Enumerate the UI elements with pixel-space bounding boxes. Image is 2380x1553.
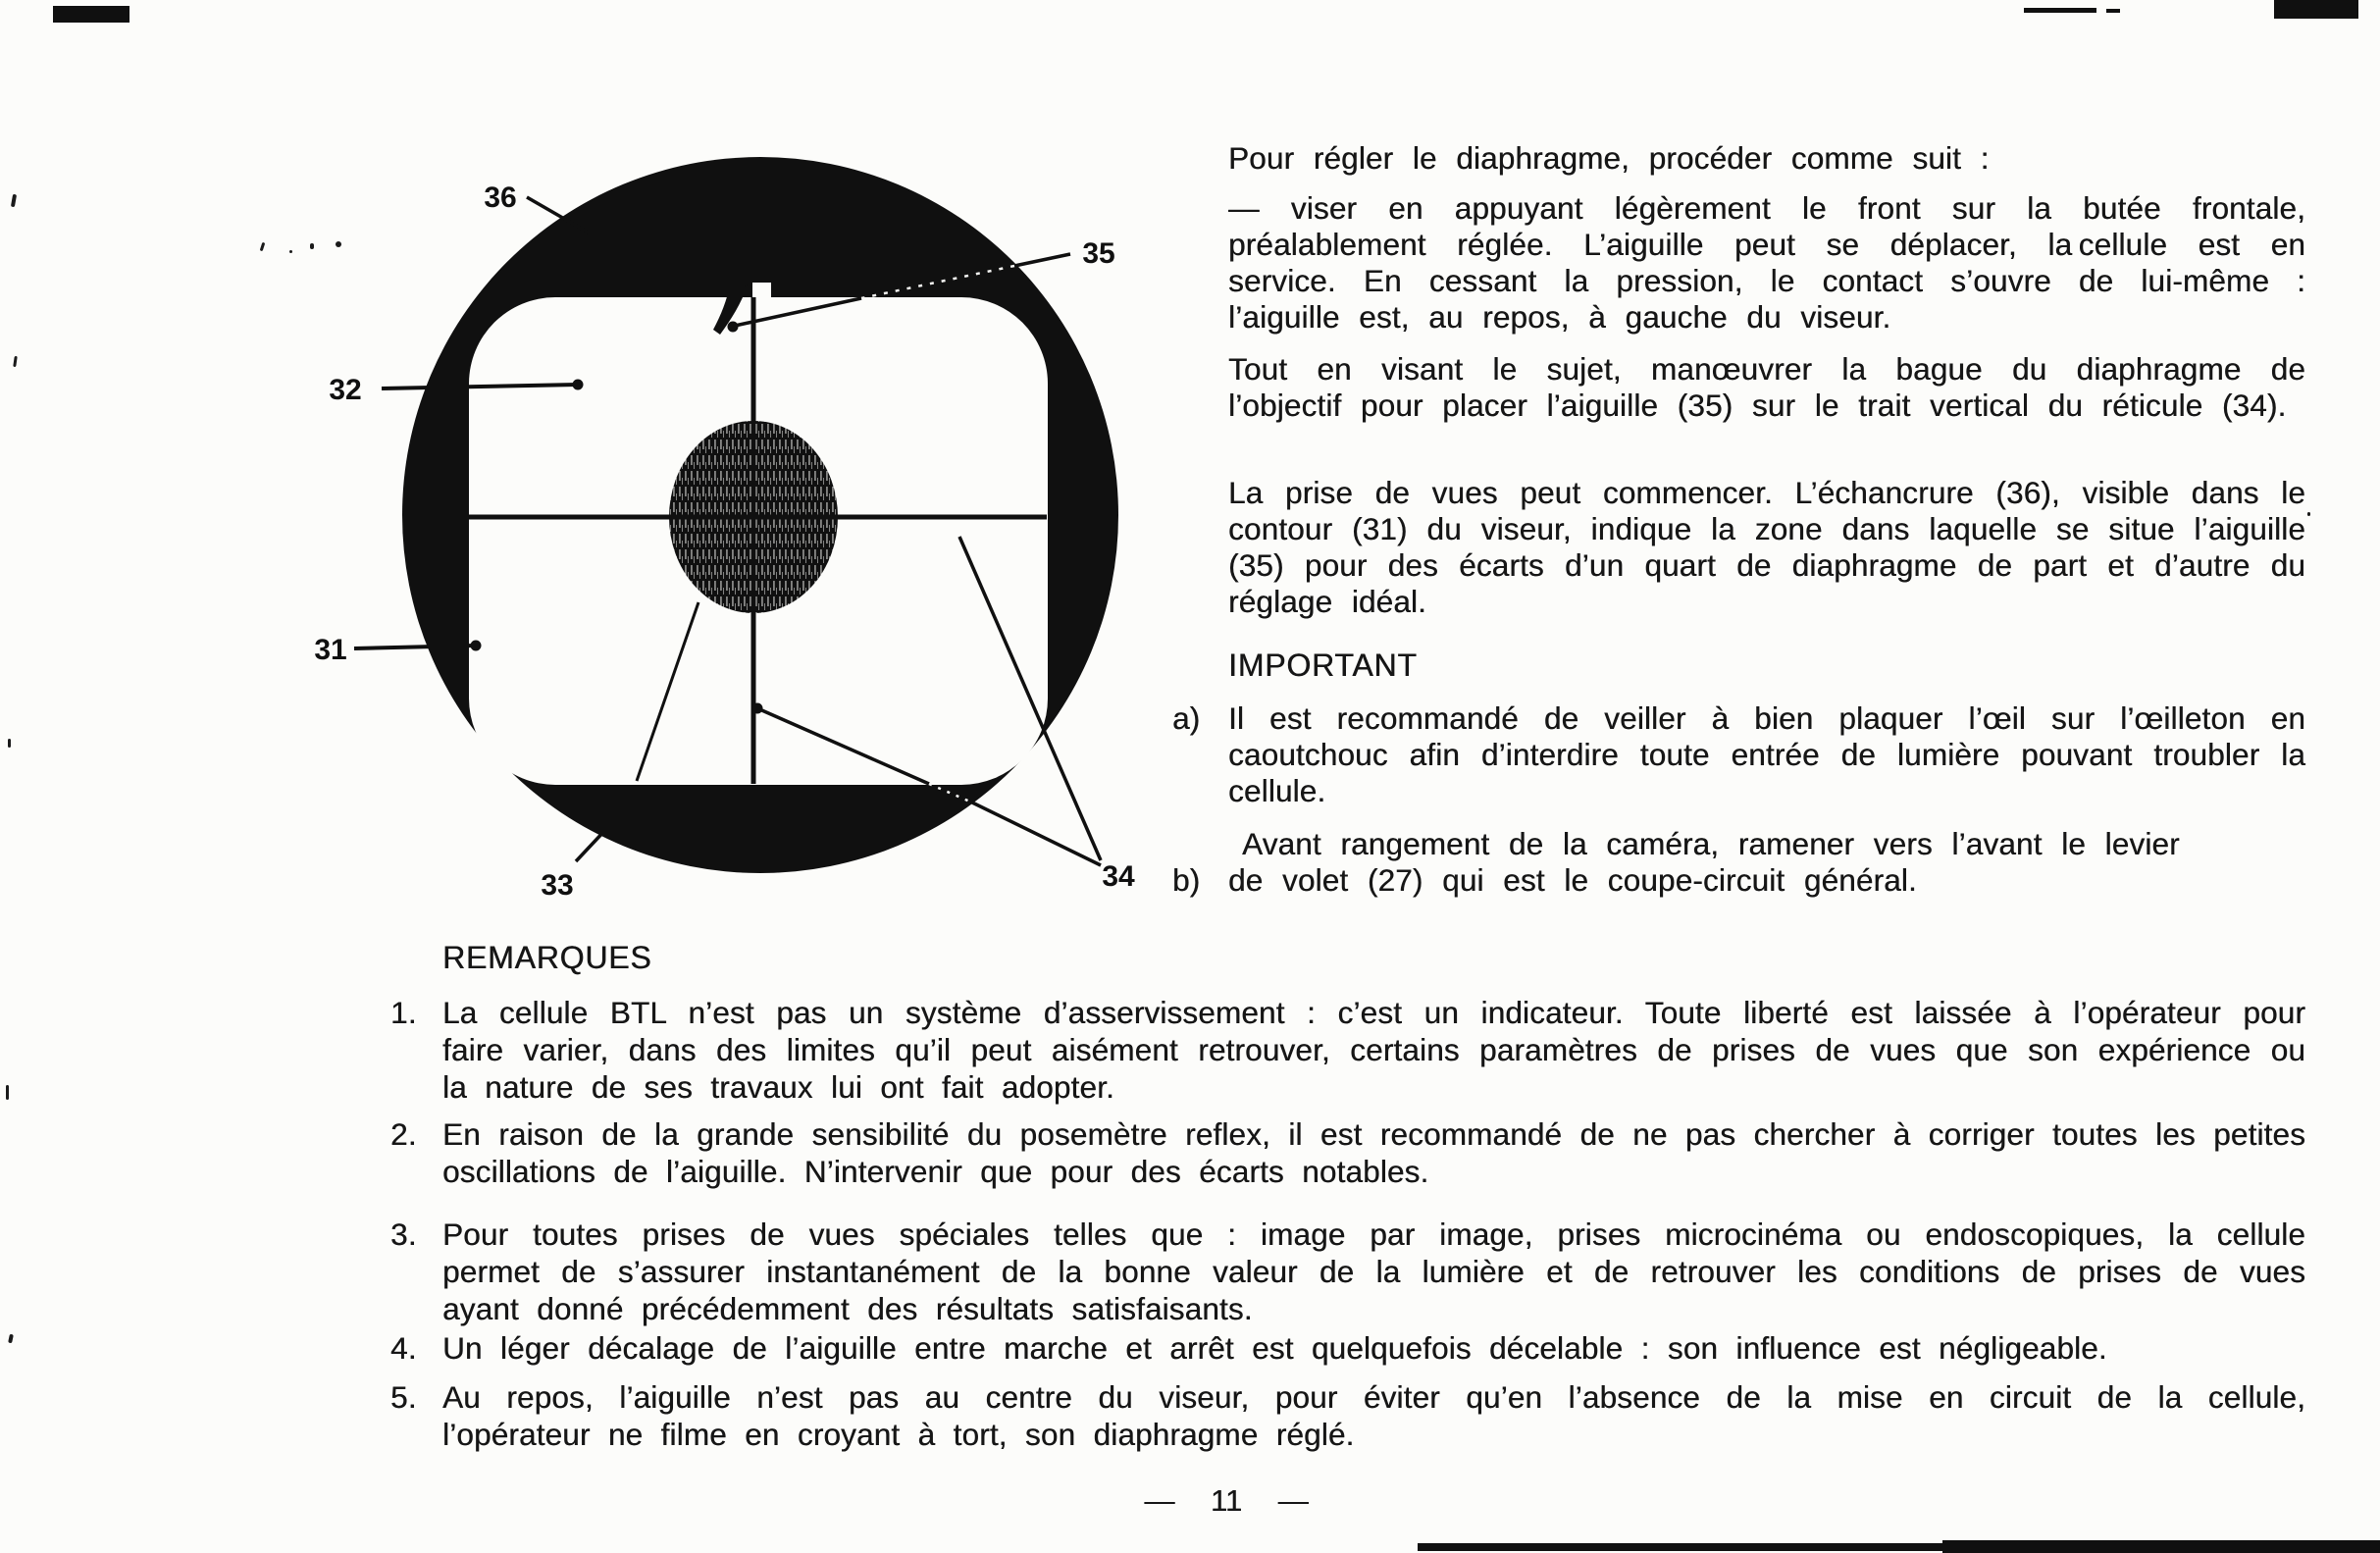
margin-speck <box>6 1085 9 1100</box>
margin-speck <box>289 250 292 253</box>
remark-item-5 <box>390 1378 2305 1453</box>
remark-text: Pour toutes prises de vues spéciales telles que : image par image, prises microcinéma ou endoscopiques, la cellule permet de s’assurer instantanément de la bonne valeur de la lumière et de retrouver les conditions de prises de vues ayant donné précédemment des résultats satisfaisants. <box>442 1217 2305 1326</box>
margin-speck <box>13 356 18 367</box>
leader-32-dot <box>573 380 584 390</box>
margin-speck <box>8 1334 14 1344</box>
callout-35: 35 <box>1082 237 1115 270</box>
remark-item-1 <box>390 994 2305 1106</box>
item-b-line1: Avant rangement de la caméra, ramener vers l’avant le levier <box>1242 826 2180 861</box>
scan-bar-top-left <box>53 6 129 23</box>
remark-text: Un léger décalage de l’aiguille entre marche et arrêt est quelquefois décelable : son influence est négligeable. <box>442 1330 2107 1366</box>
scan-bar-top-right-corner <box>2274 0 2358 19</box>
intro-paragraph: Pour régler le diaphragme, procéder comme suit : <box>1228 140 1990 176</box>
margin-speck <box>260 242 266 251</box>
item-b-marker: b) <box>1172 862 1201 898</box>
leader-34-dot <box>752 703 763 714</box>
paper-speck <box>2307 512 2310 516</box>
remark-number: 1. <box>390 995 417 1030</box>
scan-bar-bottom-right-thick <box>1942 1540 2380 1553</box>
scan-dash-top-right-2 <box>2106 9 2120 13</box>
item-a-text: Il est recommandé de veiller à bien plaquer l’œil sur l’œilleton en caoutchouc afin d’interdire toute entrée de lumière pouvant troubler la cellule. <box>1228 700 2305 808</box>
leader-35-outer <box>1014 254 1070 266</box>
paragraph-tout-en-visant: Tout en visant le sujet, manœuvrer la bague du diaphragme de l’objectif pour placer l’aiguille (35) sur le trait vertical du réticule (34). <box>1228 351 2305 423</box>
viewfinder-diagram <box>294 118 1177 922</box>
remark-item-4 <box>390 1329 2305 1367</box>
item-a-marker: a) <box>1172 700 1201 736</box>
important-heading: IMPORTANT <box>1228 647 1418 683</box>
important-item-a <box>1172 700 2305 809</box>
important-item-b <box>1172 826 2305 899</box>
paragraph-prise-de-vues: La prise de vues peut commencer. L’échancrure (36), visible dans le contour (31) du viseur, indique la zone dans laquelle se situe l’aiguille (35) pour des écarts d’un quart de diaphragme de part et d’autre du réglage idéal. <box>1228 475 2305 619</box>
remark-number: 4. <box>390 1330 417 1366</box>
remark-text: La cellule BTL n’est pas un système d’asservissement : c’est un indicateur. Toute liberté est laissée à l’opérateur pour faire varier, dans des limites qu’il peut aisément retrouver, certains paramètres de prises de vues que son expérience ou la nature de ses travaux lui ont fait adopter. <box>442 995 2305 1105</box>
remarques-heading: REMARQUES <box>442 940 652 975</box>
callout-32: 32 <box>329 374 362 406</box>
remark-number: 2. <box>390 1116 417 1152</box>
leader-35-dot <box>728 322 739 333</box>
remark-item-3 <box>390 1216 2305 1327</box>
item-b-line2: de volet (27) qui est le coupe-circuit général. <box>1228 862 1917 898</box>
echancrure-notch <box>752 283 771 299</box>
remark-text: Au repos, l’aiguille n’est pas au centre du viseur, pour éviter qu’en l’absence de la mise en circuit de la cellule, l’opérateur ne filme en croyant à tort, son diaphragme réglé. <box>442 1379 2305 1452</box>
callout-36: 36 <box>484 181 517 214</box>
paragraph-viser: — viser en appuyant légèrement le front sur la butée frontale, préalablement réglée. L’aiguille peut se déplacer, la cellule est en service. En cessant la pression, le contact s’ouvre de lui-même : l’aiguille est, au repos, à gauche du viseur. <box>1228 190 2305 335</box>
margin-speck <box>8 739 11 748</box>
page-number: — 11 — <box>1144 1483 1309 1518</box>
leader-33-outer <box>576 829 606 861</box>
callout-31: 31 <box>314 634 347 666</box>
margin-speck <box>11 194 17 207</box>
remark-number: 5. <box>390 1379 417 1415</box>
remark-number: 3. <box>390 1217 417 1252</box>
leader-31-dot <box>471 641 482 651</box>
callout-34: 34 <box>1102 860 1135 893</box>
remark-item-2 <box>390 1115 2305 1190</box>
scan-dash-top-right <box>2024 8 2096 13</box>
callout-33: 33 <box>541 869 574 902</box>
remark-text: En raison de la grande sensibilité du posemètre reflex, il est recommandé de ne pas chercher à corriger toutes les petites oscillations de l’aiguille. N’intervenir que pour des écarts notables. <box>442 1116 2305 1189</box>
